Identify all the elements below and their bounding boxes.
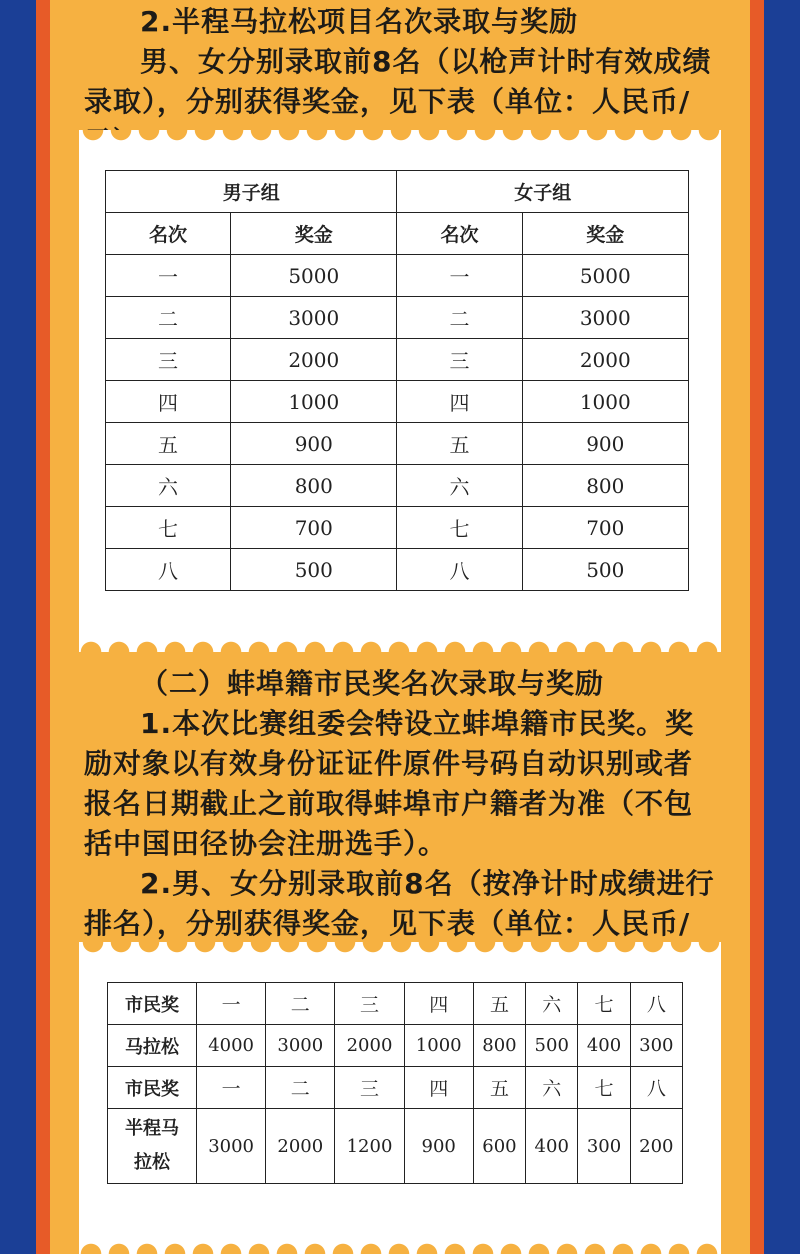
- prize-cell: 2000: [266, 1109, 335, 1184]
- table-row: [106, 255, 689, 297]
- male-prize-cell: 3000: [231, 297, 397, 339]
- prize-cell: 400: [578, 1025, 630, 1067]
- table-row: [106, 507, 689, 549]
- rank-cell: 四: [397, 381, 522, 423]
- table-row: [106, 423, 689, 465]
- half-marathon-label-line2: 拉松: [134, 1152, 170, 1173]
- male-prize-cell: 800: [231, 465, 397, 507]
- rank-cell: 五: [397, 423, 522, 465]
- right-orange-stripe: [750, 0, 764, 1254]
- half-marathon-prize-table: [105, 170, 689, 591]
- table1-group-row: [106, 171, 689, 213]
- prize-cell: 200: [630, 1109, 682, 1184]
- section1-heading: 2.半程马拉松项目名次录取与奖励: [140, 5, 579, 38]
- prize-cell: 400: [526, 1109, 578, 1184]
- rank-cell: 五: [473, 983, 525, 1025]
- table-row: [106, 339, 689, 381]
- citizen-award-label: 市民奖: [108, 983, 197, 1025]
- male-prize-cell: 1000: [231, 381, 397, 423]
- prize-cell: 3000: [197, 1109, 266, 1184]
- rank-cell: 七: [578, 1067, 630, 1109]
- citizen-award-label: 市民奖: [108, 1067, 197, 1109]
- rank-cell: 二: [266, 1067, 335, 1109]
- prize-cell: 2000: [335, 1025, 404, 1067]
- male-group-header: 男子组: [106, 171, 397, 213]
- section2-body2: 2.男、女分别录取前8名（按净计时成绩进行排名），分别获得奖金，见下表（单位：人民币/: [84, 867, 715, 940]
- table-row: [108, 1109, 683, 1184]
- rank-cell: 一: [197, 983, 266, 1025]
- rank-cell: 三: [335, 1067, 404, 1109]
- rank-cell: 六: [526, 983, 578, 1025]
- prize-cell: 300: [578, 1109, 630, 1184]
- prize-cell: 1000: [404, 1025, 473, 1067]
- rank-cell: 三: [106, 339, 231, 381]
- rank-cell: 五: [106, 423, 231, 465]
- female-prize-cell: 900: [522, 423, 688, 465]
- prize-cell: 800: [473, 1025, 525, 1067]
- rank-cell: 七: [578, 983, 630, 1025]
- prize-cell: 300: [630, 1025, 682, 1067]
- rank-cell: 八: [630, 983, 682, 1025]
- table-row: [108, 1067, 683, 1109]
- table-row: [106, 549, 689, 591]
- rank-cell: 三: [335, 983, 404, 1025]
- female-group-header: 女子组: [397, 171, 689, 213]
- table1-card: [79, 130, 721, 652]
- rank-cell: 八: [630, 1067, 682, 1109]
- rank-cell: 四: [404, 1067, 473, 1109]
- male-prize-header: 奖金: [231, 213, 397, 255]
- half-marathon-label: [108, 1109, 197, 1184]
- rank-cell: 一: [106, 255, 231, 297]
- rank-cell: 七: [397, 507, 522, 549]
- female-prize-cell: 500: [522, 549, 688, 591]
- rank-cell: 四: [106, 381, 231, 423]
- table1-column-row: [106, 213, 689, 255]
- table-row: [106, 297, 689, 339]
- table-row: [106, 381, 689, 423]
- rank-cell: 六: [106, 465, 231, 507]
- male-prize-cell: 700: [231, 507, 397, 549]
- female-prize-cell: 700: [522, 507, 688, 549]
- rank-cell: 七: [106, 507, 231, 549]
- rank-cell: 一: [197, 1067, 266, 1109]
- female-prize-cell: 2000: [522, 339, 688, 381]
- rank-cell: 三: [397, 339, 522, 381]
- prize-cell: 1200: [335, 1109, 404, 1184]
- left-blue-border: [0, 0, 36, 1254]
- citizen-prize-table: [107, 982, 683, 1184]
- rank-cell: 八: [106, 549, 231, 591]
- prize-cell: 3000: [266, 1025, 335, 1067]
- section1-body: 男、女分别录取前8名（以枪声计时有效成绩录取），分别获得奖金，见下表（单位：人民币/: [84, 45, 712, 118]
- table-row: [108, 1025, 683, 1067]
- table2-card: [79, 942, 721, 1254]
- female-prize-cell: 1000: [522, 381, 688, 423]
- marathon-label: 马拉松: [108, 1025, 197, 1067]
- female-prize-header: 奖金: [522, 213, 688, 255]
- rank-cell: 一: [397, 255, 522, 297]
- rank-cell: 二: [106, 297, 231, 339]
- rank-cell: 八: [397, 549, 522, 591]
- section2-heading: （二）蚌埠籍市民奖名次录取与奖励: [140, 667, 605, 700]
- rank-cell: 五: [473, 1067, 525, 1109]
- section2-body1: 1.本次比赛组委会特设立蚌埠籍市民奖。奖励对象以有效身份证证件原件号码自动识别或者报名日期截止之前取得蚌埠市户籍者为准（不包括中国田径协会注册选手）。: [84, 707, 695, 860]
- prize-cell: 4000: [197, 1025, 266, 1067]
- male-prize-cell: 2000: [231, 339, 397, 381]
- table-row: [108, 983, 683, 1025]
- table-row: [106, 465, 689, 507]
- prize-cell: 500: [526, 1025, 578, 1067]
- male-rank-header: 名次: [106, 213, 231, 255]
- rank-cell: 四: [404, 983, 473, 1025]
- right-blue-border: [764, 0, 800, 1254]
- prize-cell: 600: [473, 1109, 525, 1184]
- female-rank-header: 名次: [397, 213, 522, 255]
- left-orange-stripe: [36, 0, 50, 1254]
- rank-cell: 六: [397, 465, 522, 507]
- female-prize-cell: 800: [522, 465, 688, 507]
- rank-cell: 六: [526, 1067, 578, 1109]
- female-prize-cell: 3000: [522, 297, 688, 339]
- male-prize-cell: 5000: [231, 255, 397, 297]
- male-prize-cell: 500: [231, 549, 397, 591]
- prize-cell: 900: [404, 1109, 473, 1184]
- half-marathon-label-line1: 半程马: [125, 1118, 179, 1139]
- male-prize-cell: 900: [231, 423, 397, 465]
- female-prize-cell: 5000: [522, 255, 688, 297]
- rank-cell: 二: [397, 297, 522, 339]
- rank-cell: 二: [266, 983, 335, 1025]
